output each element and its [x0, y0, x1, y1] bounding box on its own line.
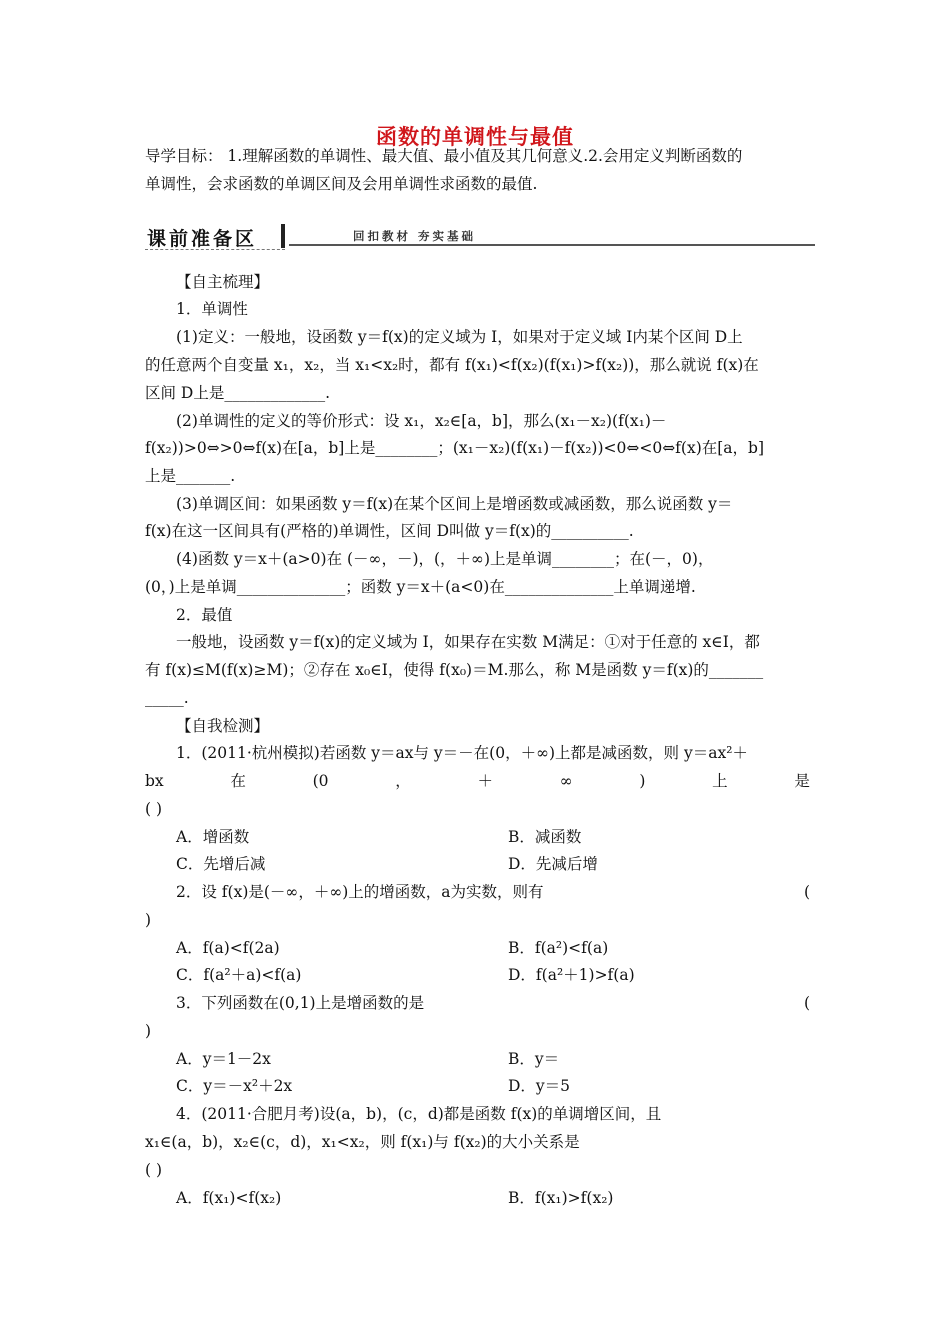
q2-option-c: C．f(a²＋a)<f(a) — [176, 966, 302, 984]
q1-token: 上 — [712, 772, 728, 790]
q3-option-a: A．y＝1－2x — [176, 1050, 271, 1068]
q1-token: 在 — [230, 772, 246, 790]
banner-subtitle: 回扣教材 夯实基础 — [353, 229, 477, 243]
q1-token: ) — [639, 772, 646, 790]
definition-4-line-1: (4)函数 y＝x＋(a>0)在 (－∞，－)，(，＋∞)上是单调________；在(－，0)， — [176, 550, 714, 568]
q4-option-a: A．f(x₁)<f(x₂) — [176, 1189, 282, 1207]
question-3-close-paren: ) — [145, 1022, 152, 1040]
guide-line-1: 导学目标： 1.理解函数的单调性、最大值、最小值及其几何意义.2.会用定义判断函数的 — [145, 147, 743, 165]
question-4-line-2: x₁∈(a，b)，x₂∈(c，d)，x₁<x₂，则 f(x₁)与 f(x₂)的大小关系是 — [145, 1133, 580, 1151]
q1-option-b: B．减函数 — [508, 828, 582, 846]
banner-divider — [281, 224, 285, 248]
banner-rule — [289, 244, 815, 246]
question-4-line-1: 4．(2011·合肥月考)设(a，b)，(c，d)都是函数 f(x)的单调增区间，且 — [176, 1105, 662, 1123]
q1-option-c: C．先增后减 — [176, 855, 266, 873]
page-title: 函数的单调性与最值 — [376, 124, 574, 149]
q1-token: (0 — [312, 772, 329, 790]
q3-option-c: C．y＝－x²＋2x — [176, 1077, 293, 1095]
q1-token: 是 — [794, 772, 810, 790]
banner-underline — [145, 249, 285, 250]
definition-3-line-1: (3)单调区间：如果函数 y＝f(x)在某个区间上是增函数或减函数，那么说函数 y＝ — [176, 495, 733, 513]
q3-option-b: B．y＝ — [508, 1050, 560, 1068]
extrema-line-3: _____. — [145, 689, 189, 707]
section-banner — [145, 224, 815, 250]
q1-token: ， — [395, 772, 411, 790]
question-4-answer-paren: ( ) — [145, 1161, 163, 1179]
definition-2-line-3: 上是_______. — [145, 467, 236, 485]
question-3-open-paren: ( — [803, 994, 810, 1012]
q4-option-b: B．f(x₁)>f(x₂) — [508, 1189, 614, 1207]
question-1-line-2 — [145, 770, 810, 792]
guide-line-2: 单调性，会求函数的单调区间及会用单调性求函数的最值. — [145, 175, 538, 193]
q1-option-d: D．先减后增 — [508, 855, 598, 873]
definition-4-line-2: (0，)上是单调______________；函数 y＝x＋(a<0)在______________上单调递增. — [145, 578, 696, 596]
section-heading-review: 【自主梳理】 — [176, 273, 270, 291]
q2-option-b: B．f(a²)<f(a) — [508, 939, 609, 957]
subheading-monotonicity: 1．单调性 — [176, 300, 248, 318]
question-1-line-1: 1．(2011·杭州模拟)若函数 y＝ax与 y＝－在(0，＋∞)上都是减函数，则 y＝ax²＋ — [176, 744, 748, 762]
question-3-line-1: 3．下列函数在(0,1)上是增函数的是 — [176, 994, 425, 1012]
q1-option-a: A．增函数 — [176, 828, 250, 846]
definition-3-line-2: f(x)在这一区间具有(严格的)单调性，区间 D叫做 y＝f(x)的__________. — [145, 522, 634, 540]
q3-option-d: D．y＝5 — [508, 1077, 571, 1095]
definition-1-line-2: 的任意两个自变量 x₁，x₂，当 x₁<x₂时，都有 f(x₁)<f(x₂)(f(x₁)>f(x₂))，那么就说 f(x)在 — [145, 356, 759, 374]
q2-option-a: A．f(a)<f(2a) — [176, 939, 280, 957]
q2-option-d: D．f(a²＋1)>f(a) — [508, 966, 635, 984]
extrema-line-2: 有 f(x)≤M(f(x)≥M)；②存在 x₀∈I，使得 f(x₀)＝M.那么，称 M是函数 y＝f(x)的_______ — [145, 661, 764, 679]
q1-token: ∞ — [559, 772, 573, 790]
banner-title: 课前准备区 — [147, 228, 258, 250]
definition-1-line-3: 区间 D上是_____________. — [145, 384, 331, 402]
definition-1-line-1: (1)定义：一般地，设函数 y＝f(x)的定义域为 I，如果对于定义域 I内某个区间 D上 — [176, 328, 743, 346]
extrema-line-1: 一般地，设函数 y＝f(x)的定义域为 I，如果存在实数 M满足：①对于任意的 x∈I，都 — [176, 633, 760, 651]
q1-token: ＋ — [477, 772, 494, 790]
section-heading-selftest: 【自我检测】 — [176, 717, 270, 735]
question-2-open-paren: ( — [803, 883, 810, 901]
question-2-line-1: 2．设 f(x)是(－∞，＋∞)上的增函数，a为实数，则有 — [176, 883, 544, 901]
definition-2-line-1: (2)单调性的定义的等价形式：设 x₁，x₂∈[a，b]，那么(x₁－x₂)(f(x₁)－ — [176, 412, 667, 430]
question-2-close-paren: ) — [145, 911, 152, 929]
subheading-extrema: 2．最值 — [176, 606, 233, 624]
q1-token: bx — [145, 772, 164, 790]
question-1-answer-paren: ( ) — [145, 800, 163, 818]
definition-2-line-2: f(x₂))>0⇔>0⇔f(x)在[a，b]上是________；(x₁－x₂)(f(x₁)－f(x₂))<0⇔<0⇔f(x)在[a，b] — [145, 439, 765, 457]
